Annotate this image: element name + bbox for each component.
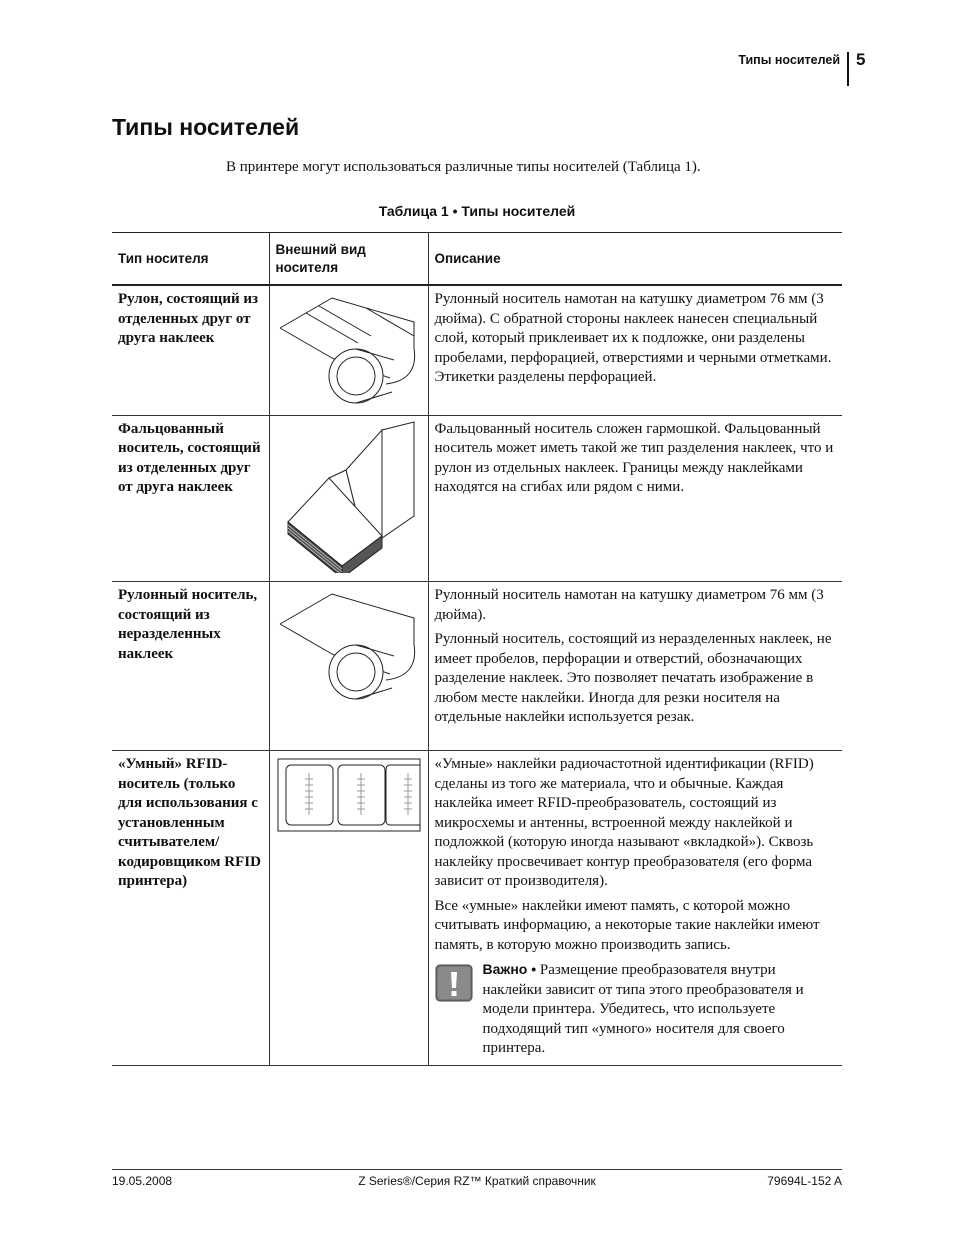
exclamation-icon (435, 964, 473, 1002)
table-row (112, 582, 842, 751)
roll-separated-labels-illustration (274, 288, 424, 406)
media-image-cell (269, 582, 428, 751)
important-body: Размещение преобразователя внутри наклейки зависит от типа этого преобразователя и модели принтера. Убедитесь, что используете подходящий тип «умного» носителя для своего принтера. (482, 962, 804, 1056)
media-image-cell (269, 285, 428, 415)
fanfold-media-illustration (274, 418, 424, 573)
footer-date: 19.05.2008 (112, 1174, 173, 1188)
footer-document-title: Z Series®/Серия RZ™ Краткий справочник (358, 1174, 596, 1188)
table-row (112, 751, 842, 1066)
continuous-roll-illustration (274, 584, 424, 702)
intro-paragraph: В принтере могут использоваться различные типы носителей (Таблица 1). (226, 159, 701, 175)
running-header-title: Типы носителей (738, 53, 840, 67)
description-cell (428, 582, 842, 751)
media-type-cell: Рулонный носитель, состоящий из неразделенных наклеек (112, 582, 269, 751)
description-cell (428, 415, 842, 582)
description-text: Рулонный носитель, состоящий из неразделенных наклеек, не имеет пробелов, перфорации и отверстий, обозначающих разделение наклеек. Это позволяет печатать изображение в любом месте наклейки. Иногда для резки носителя на отдельные наклейки используется резак. (434, 631, 832, 725)
footer-doc-code: 79694L-152 A (767, 1174, 842, 1188)
footer-divider (112, 1169, 842, 1170)
header-description: Описание (428, 233, 842, 286)
table-row (112, 415, 842, 582)
table-header-row (112, 233, 842, 286)
description-text: Все «умные» наклейки имеют память, с которой можно считывать информацию, а некоторые такие наклейки имеют память, в которую можно производить запись. (434, 897, 820, 953)
rfid-labels-illustration (274, 753, 424, 833)
header-media-type: Тип носителя (112, 233, 269, 286)
media-image-cell (269, 415, 428, 582)
table-row (112, 285, 842, 415)
description-text: Рулонный носитель намотан на катушку диаметром 76 мм (3 дюйма). С обратной стороны наклеек нанесен специальный слой, который приклеивает их к подложке, они разделены пробелами, перфорацией, отверстиями и черными отметками. Этикетки разделены перфорацией. (434, 291, 832, 385)
header-divider (847, 52, 849, 86)
page-number: 5 (856, 50, 866, 69)
description-cell (428, 751, 842, 1066)
important-label: Важно • (482, 961, 537, 977)
important-note (435, 960, 837, 1059)
description-text: Рулонный носитель намотан на катушку диаметром 76 мм (3 дюйма). (434, 587, 824, 623)
header-media-appearance: Внешний вид носителя (269, 233, 428, 286)
media-type-cell: «Умный» RFID-носитель (только для использования с установленным считывателем/ кодировщиком RFID принтера) (112, 751, 269, 1066)
description-text: Фальцованный носитель сложен гармошкой. Фальцованный носитель может иметь такой же тип разделения наклеек, что и рулон из отдельных наклеек. Границы между наклейками находятся на сгибах или рядом с ними. (434, 420, 834, 495)
table-caption: Таблица 1 • Типы носителей (378, 203, 576, 219)
description-text: «Умные» наклейки радиочастотной идентификации (RFID) сделаны из того же материала, что и обычные. Каждая наклейка имеет RFID-преобразователь, состоящий из микросхемы и антенны, встроенной между наклейкой и подложкой (которую иногда называют «вкладкой»). Сквозь наклейку просвечивает контур преобразователя (его форма зависит от производителя). (434, 756, 814, 889)
page-title: Типы носителей (112, 114, 300, 140)
media-type-cell: Фальцованный носитель, состоящий из отделенных друг от друга наклеек (112, 415, 269, 582)
media-image-cell (269, 751, 428, 1066)
media-type-cell: Рулон, состоящий из отделенных друг от друга наклеек (112, 285, 269, 415)
media-types-table (112, 232, 842, 1066)
important-note-text (483, 960, 837, 1059)
description-cell (428, 285, 842, 415)
